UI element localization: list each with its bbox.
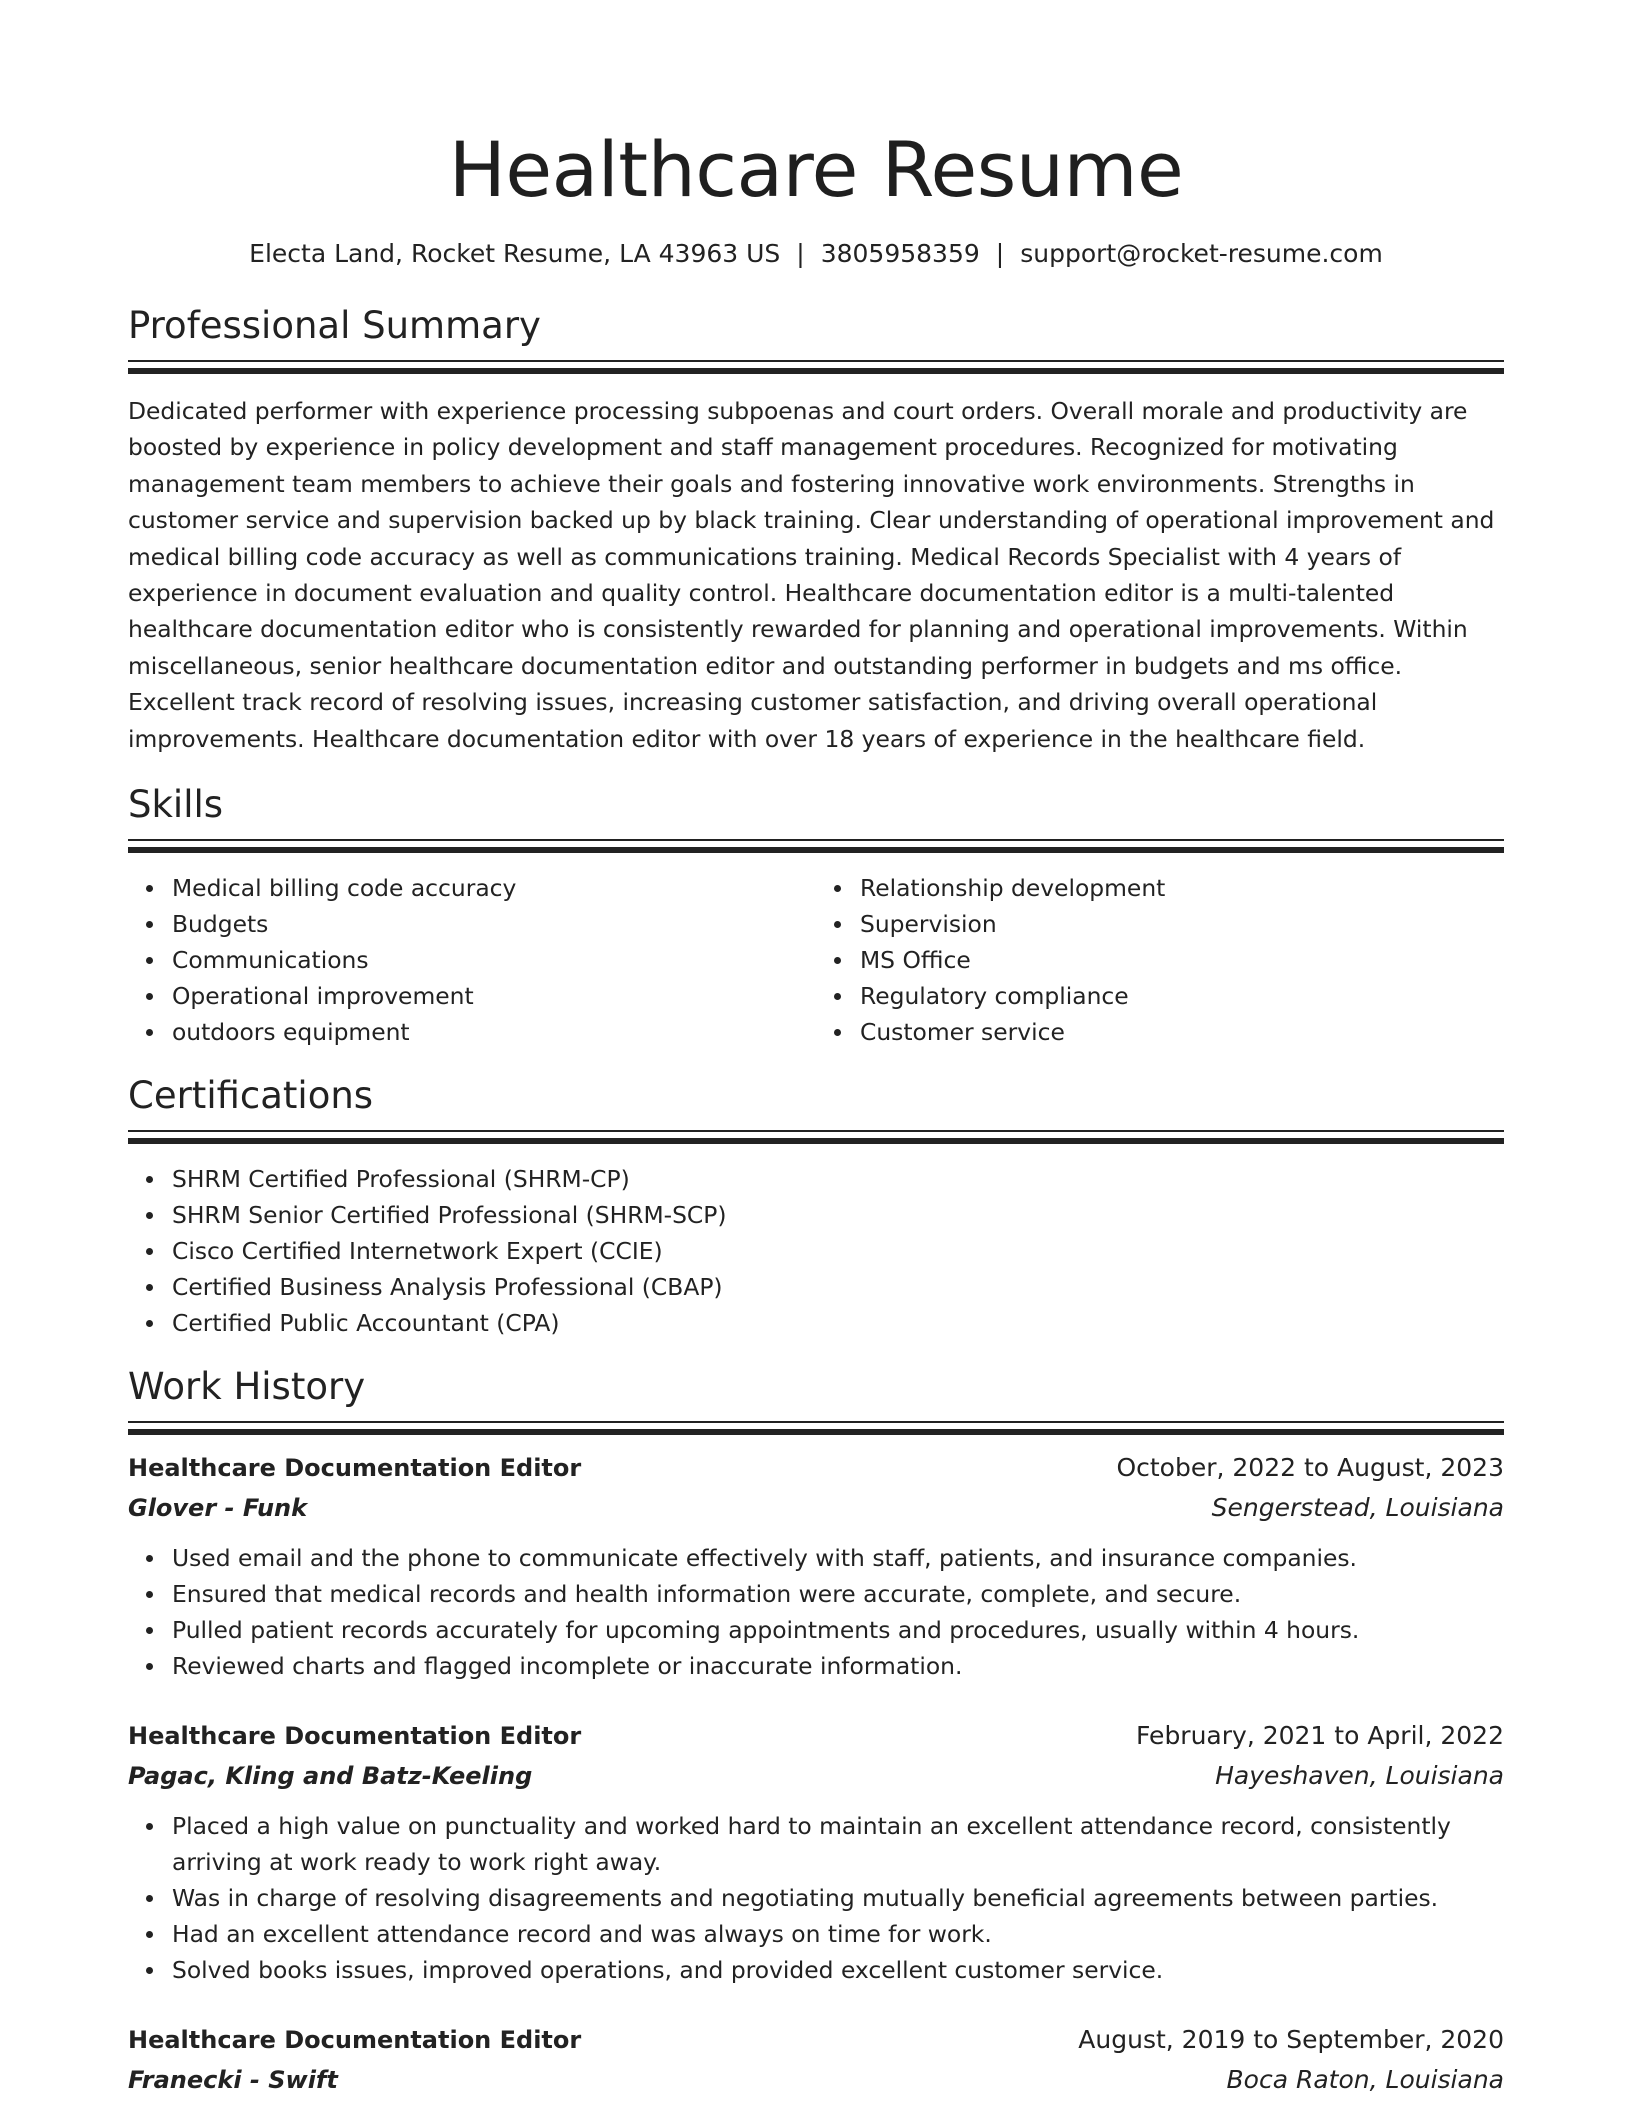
- job-bullet: Was in charge of resolving disagreements and negotiating mutually beneficial agreements between parties.: [172, 1880, 1504, 1916]
- section-heading-summary: Professional Summary: [128, 304, 541, 347]
- skill-item: outdoors equipment: [172, 1014, 816, 1050]
- job-dates: October, 2022 to August, 2023: [1116, 1453, 1504, 1483]
- section-heading-skills: Skills: [128, 783, 224, 827]
- skills-list-right: [816, 870, 1504, 1050]
- contact-phone: 3805958359: [820, 239, 980, 268]
- job-subheader: [128, 1756, 1504, 1796]
- contact-address: Electa Land, Rocket Resume, LA 43963 US: [249, 239, 781, 268]
- skill-item: Medical billing code accuracy: [172, 870, 816, 906]
- job-bullet: Reviewed charts and flagged incomplete or inaccurate information.: [172, 1648, 1504, 1684]
- job-bullet: Solved books issues, improved operations, and provided excellent customer service.: [172, 1952, 1504, 1988]
- job-company: Pagac, Kling and Batz-Keeling: [128, 1762, 533, 1791]
- skill-item: Operational improvement: [172, 978, 816, 1014]
- job-header: [128, 1448, 1504, 1488]
- job-location: Hayeshaven, Louisiana: [1215, 1761, 1504, 1791]
- contact-separator: |: [995, 239, 1005, 268]
- skill-item: Supervision: [860, 906, 1504, 942]
- job-bullet: Used email and the phone to communicate effectively with staff, patients, and insurance companies.: [172, 1540, 1504, 1576]
- skill-item: Relationship development: [860, 870, 1504, 906]
- section-heading-certifications: Certifications: [128, 1074, 374, 1118]
- job-subheader: [128, 1488, 1504, 1528]
- job-title: Healthcare Documentation Editor: [128, 1454, 582, 1483]
- section-heading-work-history: Work History: [128, 1365, 366, 1409]
- contact-email: support@rocket-resume.com: [1020, 239, 1383, 268]
- certifications-list: [128, 1161, 1504, 1341]
- section-divider: [128, 1130, 1504, 1145]
- skills-section: [128, 781, 1504, 1050]
- job-bullets: [128, 1540, 1504, 1684]
- skills-grid: [128, 870, 1504, 1050]
- job-dates: August, 2019 to September, 2020: [1078, 2025, 1504, 2055]
- contact-separator: |: [796, 239, 805, 268]
- job-entry: [128, 2020, 1504, 2100]
- job-company: Franecki - Swift: [128, 2066, 338, 2095]
- job-title: Healthcare Documentation Editor: [128, 2026, 582, 2055]
- job-header: [128, 1716, 1504, 1756]
- certification-item: Certified Public Accountant (CPA): [172, 1305, 1504, 1341]
- skills-list-left: [128, 870, 816, 1050]
- certification-item: Cisco Certified Internetwork Expert (CCIE): [172, 1233, 1504, 1269]
- job-entry: [128, 1716, 1504, 1988]
- section-divider: [128, 360, 1504, 375]
- job-location: Boca Raton, Louisiana: [1226, 2065, 1504, 2095]
- job-dates: February, 2021 to April, 2022: [1136, 1721, 1504, 1751]
- skill-item: Communications: [172, 942, 816, 978]
- job-bullet: Ensured that medical records and health information were accurate, complete, and secure.: [172, 1576, 1504, 1612]
- job-title: Healthcare Documentation Editor: [128, 1722, 582, 1751]
- job-bullets: [128, 1808, 1504, 1988]
- resume-title: Healthcare Resume: [448, 125, 1184, 214]
- job-subheader: [128, 2060, 1504, 2100]
- job-location: Sengerstead, Louisiana: [1211, 1493, 1504, 1523]
- job-bullet: Placed a high value on punctuality and worked hard to maintain an excellent attendance record, consistently arriving at work ready to work right away.: [172, 1808, 1504, 1880]
- certifications-section: [128, 1072, 1504, 1341]
- job-header: [128, 2020, 1504, 2060]
- skill-item: Budgets: [172, 906, 816, 942]
- summary-text: Dedicated performer with experience processing subpoenas and court orders. Overall morale and productivity are boosted by experience in policy development and staff management procedures. Recognized for motivating management team members to achieve their goals and fostering innovative work environments. Strengths in customer service and supervision backed up by black training. Clear understanding of operational improvement and medical billing code accuracy as well as communications training. Medical Records Specialist with 4 years of experience in document evaluation and quality control. Healthcare documentation editor is a multi-talented healthcare documentation editor who is consistently rewarded for planning and operational improvements. Within miscellaneous, senior healthcare documentation editor and outstanding performer in budgets and ms office. Excellent track record of resolving issues, increasing customer satisfaction, and driving overall operational improvements. Healthcare documentation editor with over 18 years of experience in the healthcare field.: [128, 397, 1495, 753]
- certification-item: SHRM Certified Professional (SHRM-CP): [172, 1161, 1504, 1197]
- job-company: Glover - Funk: [128, 1494, 308, 1523]
- job-entry: [128, 1448, 1504, 1684]
- skill-item: Regulatory compliance: [860, 978, 1504, 1014]
- summary-section: [128, 302, 1504, 757]
- skill-item: Customer service: [860, 1014, 1504, 1050]
- job-bullet: Had an excellent attendance record and was always on time for work.: [172, 1916, 1504, 1952]
- certification-item: Certified Business Analysis Professional (CBAP): [172, 1269, 1504, 1305]
- job-bullet: Pulled patient records accurately for upcoming appointments and procedures, usually within 4 hours.: [172, 1612, 1504, 1648]
- certification-item: SHRM Senior Certified Professional (SHRM-SCP): [172, 1197, 1504, 1233]
- section-divider: [128, 1421, 1504, 1436]
- work-history-section: [128, 1363, 1504, 2100]
- contact-line: [128, 236, 1504, 272]
- skill-item: MS Office: [860, 942, 1504, 978]
- section-divider: [128, 839, 1504, 854]
